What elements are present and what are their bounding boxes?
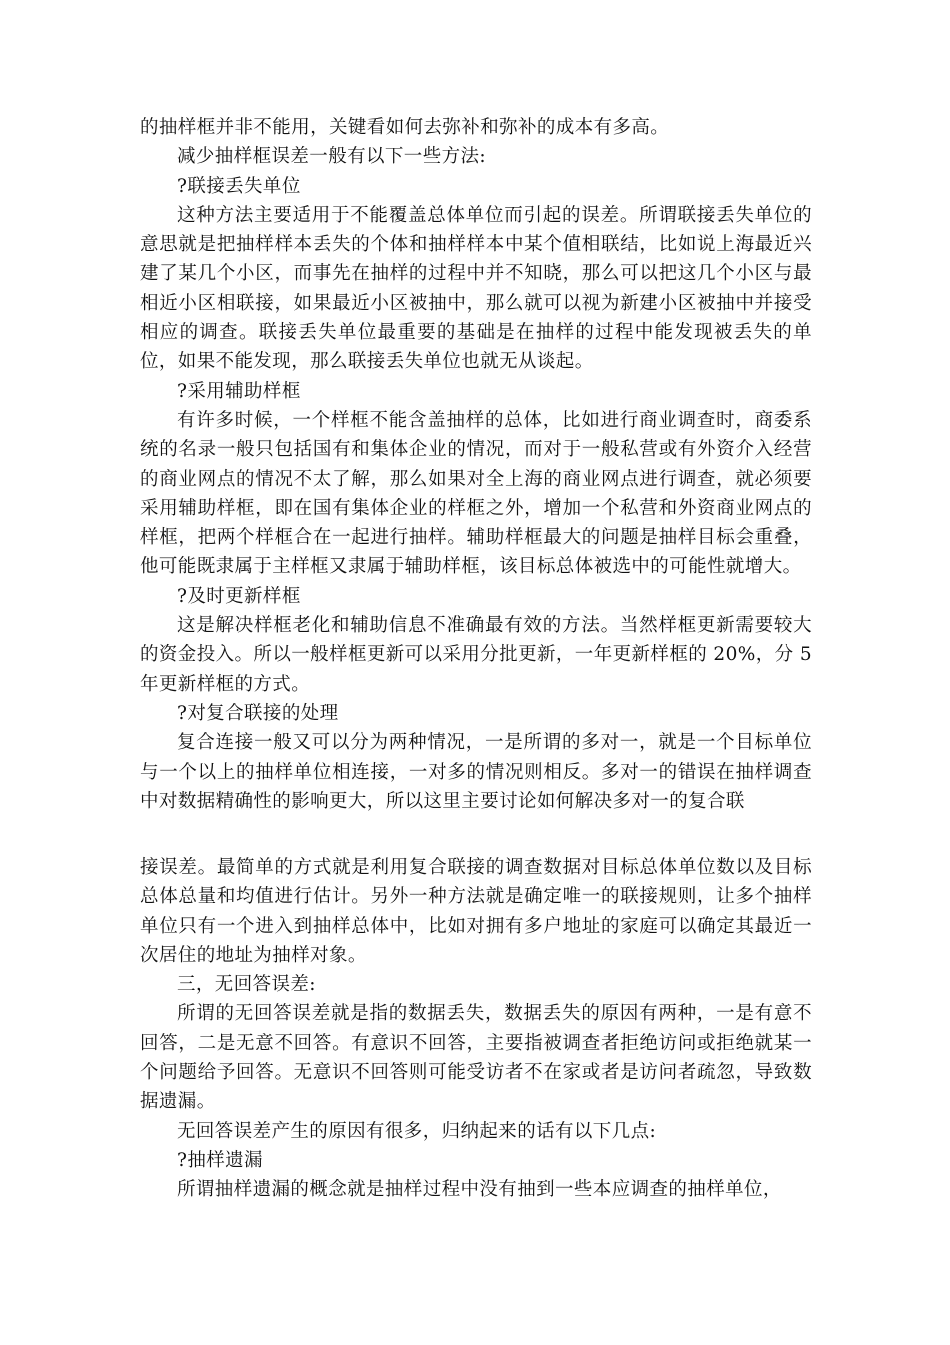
paragraph: 无回答误差产生的原因有很多，归纳起来的话有以下几点:: [177, 1120, 657, 1142]
paragraph: 所谓抽样遗漏的概念就是抽样过程中没有抽到一些本应调查的抽样单位，: [177, 1179, 782, 1201]
paragraph: 所谓的无回答误差就是指的数据丢失，数据丢失的原因有两种，一是有意不回答，二是无意不回答。有意识不回答，主要指被调查者拒绝访问或拒绝就某一个问题给予回答。无意识不回答则可能受访者不在家或者是访问者疏忽，导致数据遗漏。: [140, 1003, 812, 1113]
paragraph: 减少抽样框误差一般有以下一些方法:: [177, 146, 487, 168]
paragraph: 的抽样框并非不能用，关键看如何去弥补和弥补的成本有多高。: [140, 117, 670, 138]
paragraph: 接误差。最简单的方式就是利用复合联接的调查数据对目标总体单位数以及目标总体总量和均值进行估计。另外一种方法就是确定唯一的联接规则，让多个抽样单位只有一个进入到抽样总体中，比如对拥有多户地址的家庭可以确定其最近一次居住的地址为抽样对象。: [140, 857, 812, 966]
bullet-heading: ?联接丢失单位: [177, 175, 301, 197]
text-block-lower: [140, 853, 812, 1205]
paragraph: 这种方法主要适用于不能覆盖总体单位而引起的误差。所谓联接丢失单位的意思就是把抽样样本丢失的个体和抽样样本中某个值相联结，比如说上海最近兴建了某几个小区，而事先在抽样的过程中并不知晓，那么可以把这几个小区与最相近小区相联接，如果最近小区被抽中，那么就可以视为新建小区被抽中并接受相应的调查。联接丢失单位最重要的基础是在抽样的过程中能发现被丢失的单位，如果不能发现，那么联接丢失单位也就无从谈起。: [140, 204, 812, 373]
bullet-heading: ?对复合联接的处理: [177, 702, 339, 724]
paragraph: 有许多时候，一个样框不能含盖抽样的总体，比如进行商业调查时，商委系统的名录一般只包括国有和集体企业的情况，而对于一般私营或有外资介入经营的商业网点的情况不太了解，那么如果对全上海的商业网点进行调查，就必须要采用辅助样框，即在国有集体企业的样框之外，增加一个私营和外资商业网点的样框，把两个样框合在一起进行抽样。辅助样框最大的问题是抽样目标会重叠，他可能既隶属于主样框又隶属于辅助样框，该目标总体被选中的可能性就增大。: [140, 409, 812, 578]
paragraph: 这是解决样框老化和辅助信息不准确最有效的方法。当然样框更新需要较大的资金投入。所以一般样框更新可以采用分批更新，一年更新样框的 20%，分 5 年更新样框的方式。: [140, 615, 812, 695]
section-heading: 三，无回答误差:: [177, 974, 316, 996]
text-block-upper: [140, 113, 812, 816]
bullet-heading: ?抽样遗漏: [177, 1149, 263, 1171]
paragraph: 复合连接一般又可以分为两种情况，一是所谓的多对一，就是一个目标单位与一个以上的抽样单位相连接，一对多的情况则相反。多对一的错误在抽样调查中对数据精确性的影响更大，所以这里主要讨论如何解决多对一的复合联: [140, 732, 812, 812]
bullet-heading: ?及时更新样框: [177, 585, 301, 607]
bullet-heading: ?采用辅助样框: [177, 380, 301, 402]
